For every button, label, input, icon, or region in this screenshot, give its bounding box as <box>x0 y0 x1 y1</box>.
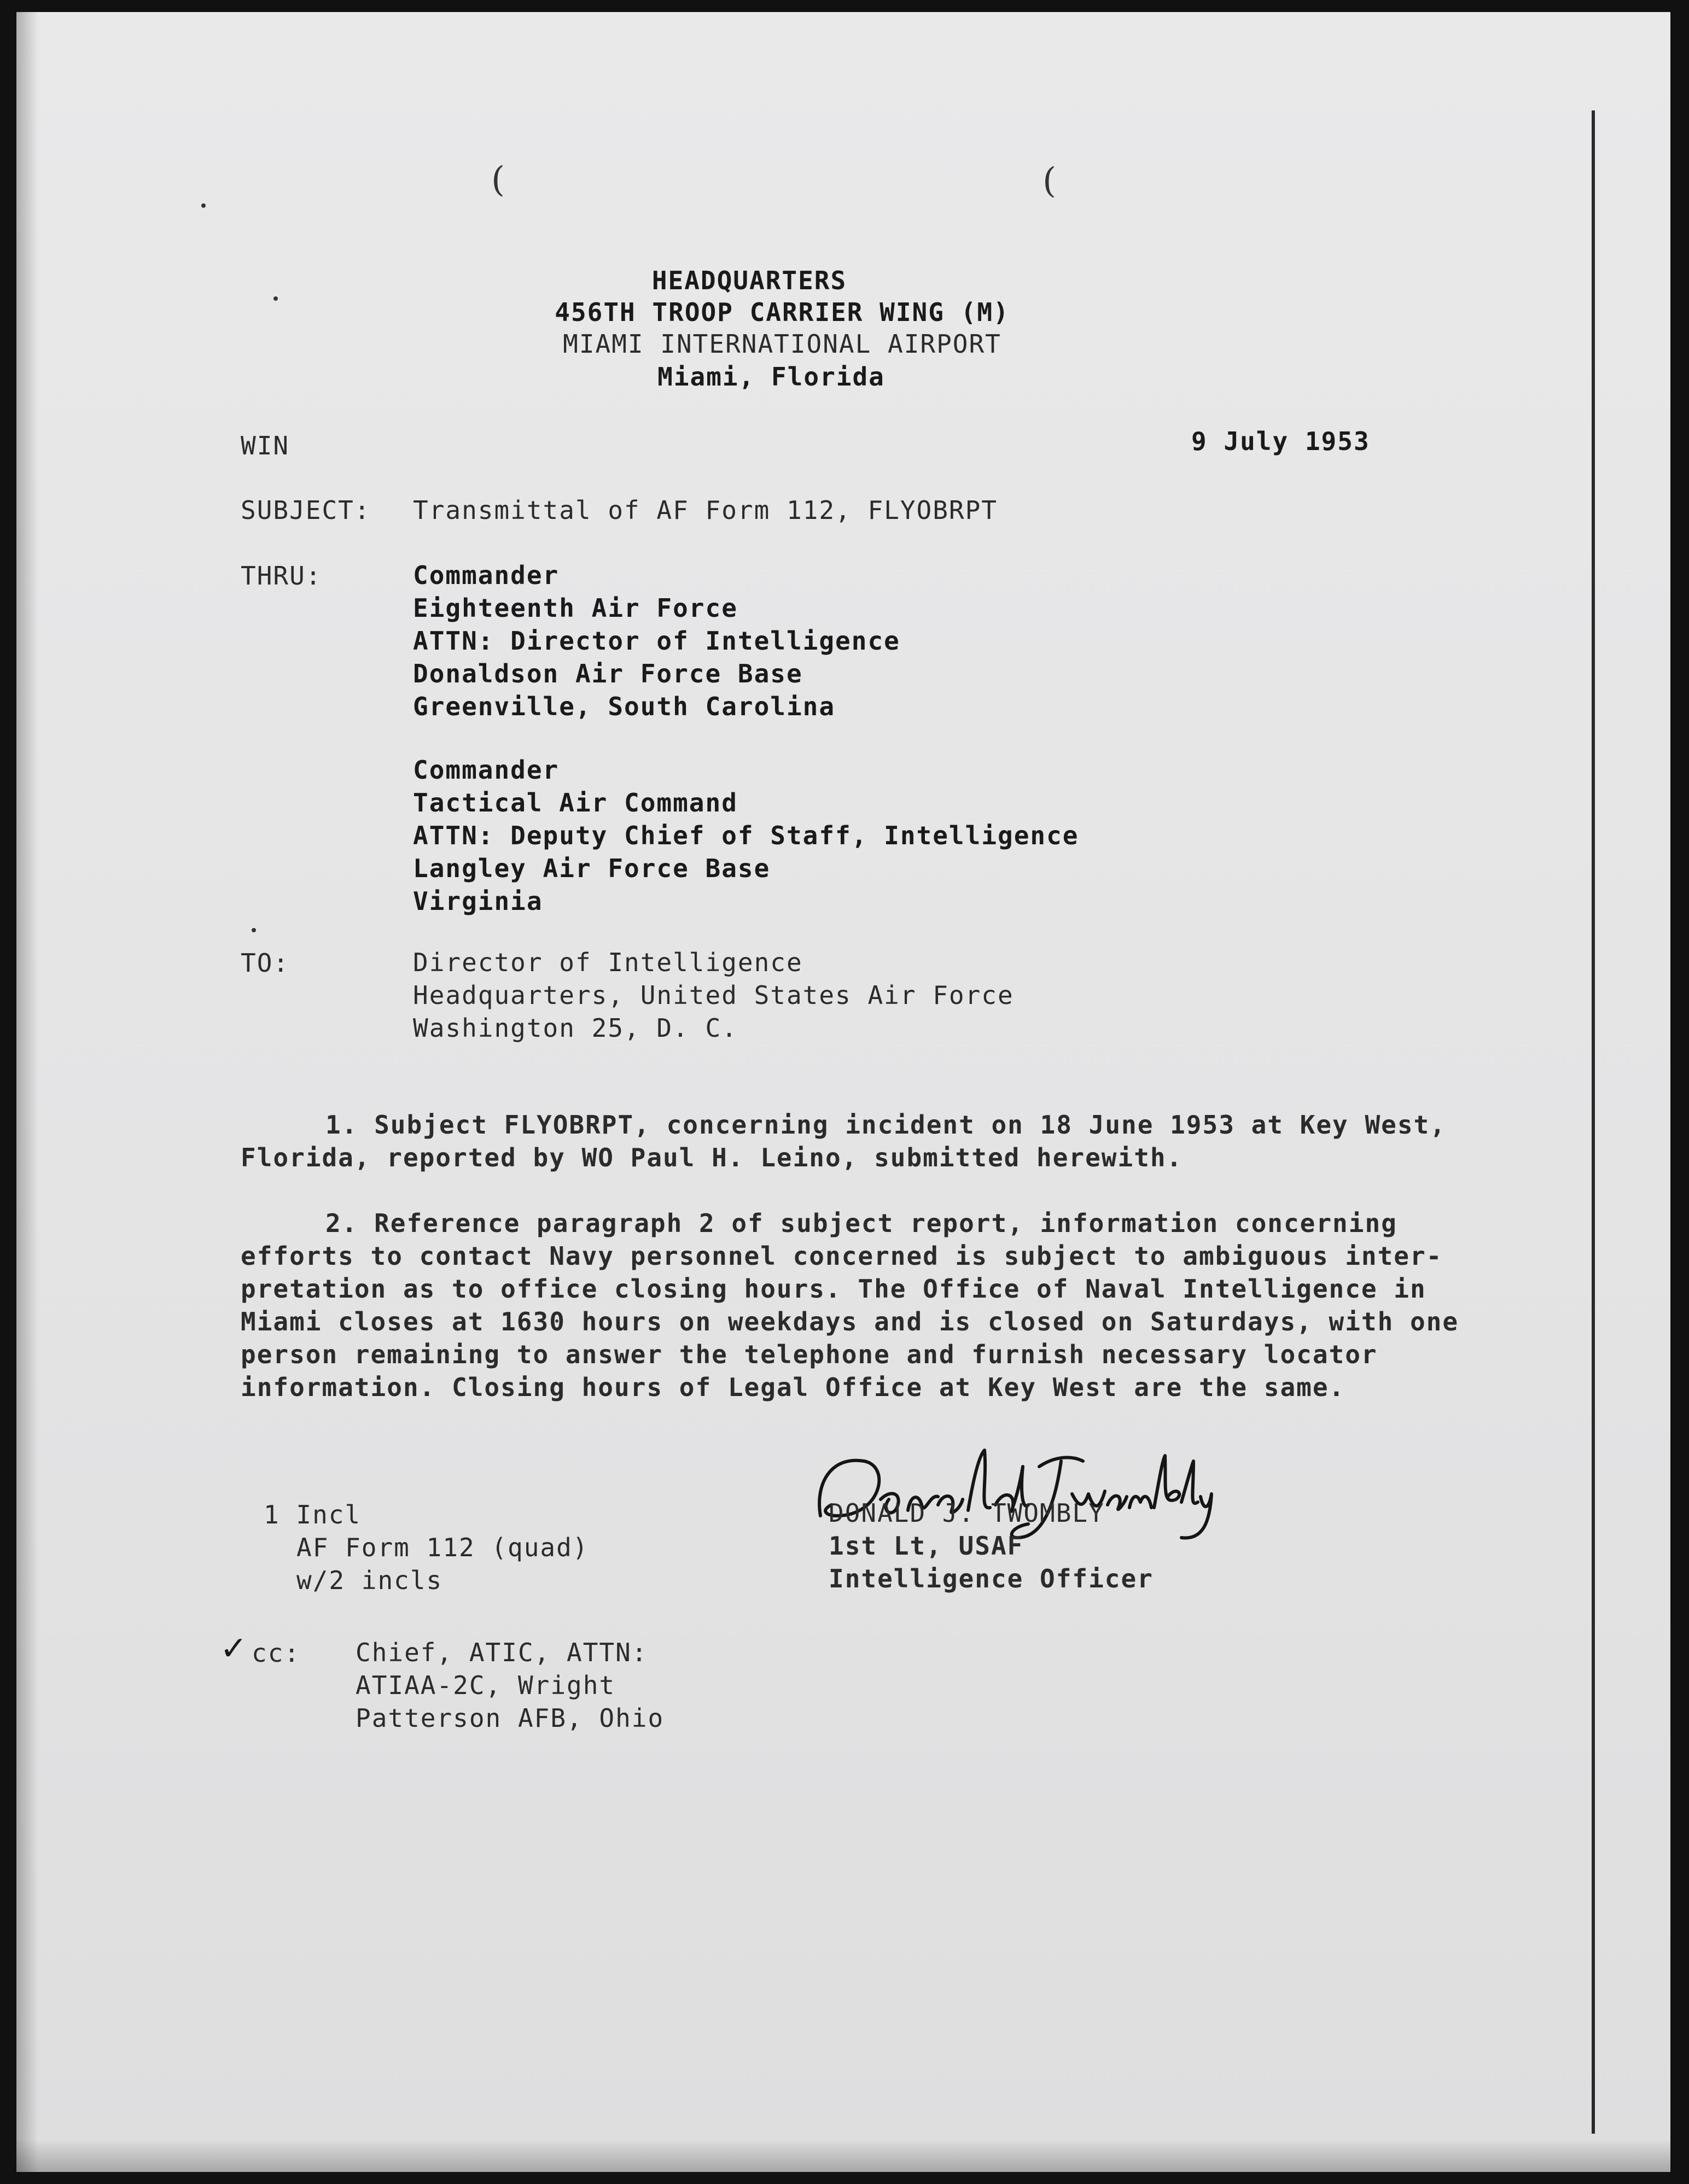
paragraph-2-line: Miami closes at 1630 hours on weekdays and is closed on Saturdays, with one <box>241 1307 1459 1336</box>
paragraph-1 <box>241 1108 1446 1174</box>
reference-code: WIN <box>241 431 290 460</box>
scan-speck <box>252 928 256 932</box>
signer-name: DONALD J. TWOMBLY <box>829 1498 1105 1528</box>
scan-right-edge-line <box>1592 110 1595 2134</box>
paragraph-2 <box>241 1207 1459 1404</box>
scan-speck <box>201 203 206 208</box>
letterhead-line-1: HEADQUARTERS <box>651 266 847 295</box>
signer-rank: 1st Lt, USAF <box>829 1531 1024 1561</box>
cc-line: ATIAA-2C, Wright <box>356 1671 616 1700</box>
letterhead-line-2: 456TH TROOP CARRIER WING (M) <box>555 297 1010 327</box>
to-line: Washington 25, D. C. <box>413 1013 738 1043</box>
scan-bottom-shadow <box>16 2139 1670 2172</box>
scan-edge-shadow <box>16 12 38 2172</box>
document-page <box>16 12 1670 2172</box>
inclosure-block <box>264 1498 589 1597</box>
thru-2-line: Virginia <box>413 886 543 916</box>
letterhead-line-4: Miami, Florida <box>657 362 885 392</box>
thru-1-line: ATTN: Director of Intelligence <box>413 626 900 656</box>
inclosure-line: AF Form 112 (quad) <box>296 1533 589 1562</box>
paragraph-1-line: 1. Subject FLYOBRPT, concerning incident on 18 June 1953 at Key West, <box>325 1110 1446 1140</box>
cc-addressee <box>356 1636 664 1735</box>
paragraph-2-line: person remaining to answer the telephone and furnish necessary locator <box>241 1340 1378 1369</box>
cc-line: Patterson AFB, Ohio <box>356 1703 665 1733</box>
thru-1-line: Eighteenth Air Force <box>413 593 738 623</box>
inclosure-line: w/2 incls <box>296 1566 443 1595</box>
thru-addressee-1 <box>413 559 900 723</box>
thru-2-line: Commander <box>413 755 560 785</box>
thru-1-line: Commander <box>413 560 560 590</box>
thru-2-line: Langley Air Force Base <box>413 854 771 883</box>
paragraph-2-line: information. Closing hours of Legal Office at Key West are the same. <box>241 1373 1346 1402</box>
thru-1-line: Greenville, South Carolina <box>413 692 836 721</box>
thru-1-line: Donaldson Air Force Base <box>413 659 803 688</box>
paragraph-2-line: pretation as to office closing hours. The Office of Naval Intelligence in <box>241 1274 1426 1304</box>
letterhead-line-3: MIAMI INTERNATIONAL AIRPORT <box>563 329 1001 359</box>
scan-mark-left: ( <box>491 160 505 200</box>
paragraph-2-line: efforts to contact Navy personnel concerned is subject to ambiguous inter- <box>241 1241 1443 1271</box>
checkmark-icon: ✓ <box>220 1630 248 1668</box>
scan-speck <box>273 296 278 301</box>
inclosure-line: 1 Incl <box>264 1500 362 1529</box>
scan-mark-right: ( <box>1042 161 1056 201</box>
to-addressee <box>413 946 1014 1044</box>
subject-label: SUBJECT: <box>241 495 371 525</box>
to-line: Headquarters, United States Air Force <box>413 980 1014 1010</box>
cc-label: cc: <box>252 1638 301 1668</box>
thru-2-line: Tactical Air Command <box>413 788 738 817</box>
signature-block <box>829 1497 1154 1595</box>
paragraph-1-line: Florida, reported by WO Paul H. Leino, submitted herewith. <box>241 1143 1183 1172</box>
to-line: Director of Intelligence <box>413 948 803 977</box>
subject-text: Transmittal of AF Form 112, FLYOBRPT <box>413 495 998 525</box>
cc-line: Chief, ATIC, ATTN: <box>356 1638 648 1667</box>
letter-date: 9 July 1953 <box>1191 427 1370 456</box>
thru-label: THRU: <box>241 561 322 591</box>
to-label: TO: <box>241 948 290 978</box>
thru-addressee-2 <box>413 754 1079 918</box>
paragraph-2-line: 2. Reference paragraph 2 of subject report, information concerning <box>325 1208 1397 1238</box>
signer-title: Intelligence Officer <box>829 1564 1154 1593</box>
thru-2-line: ATTN: Deputy Chief of Staff, Intelligence <box>413 821 1079 850</box>
